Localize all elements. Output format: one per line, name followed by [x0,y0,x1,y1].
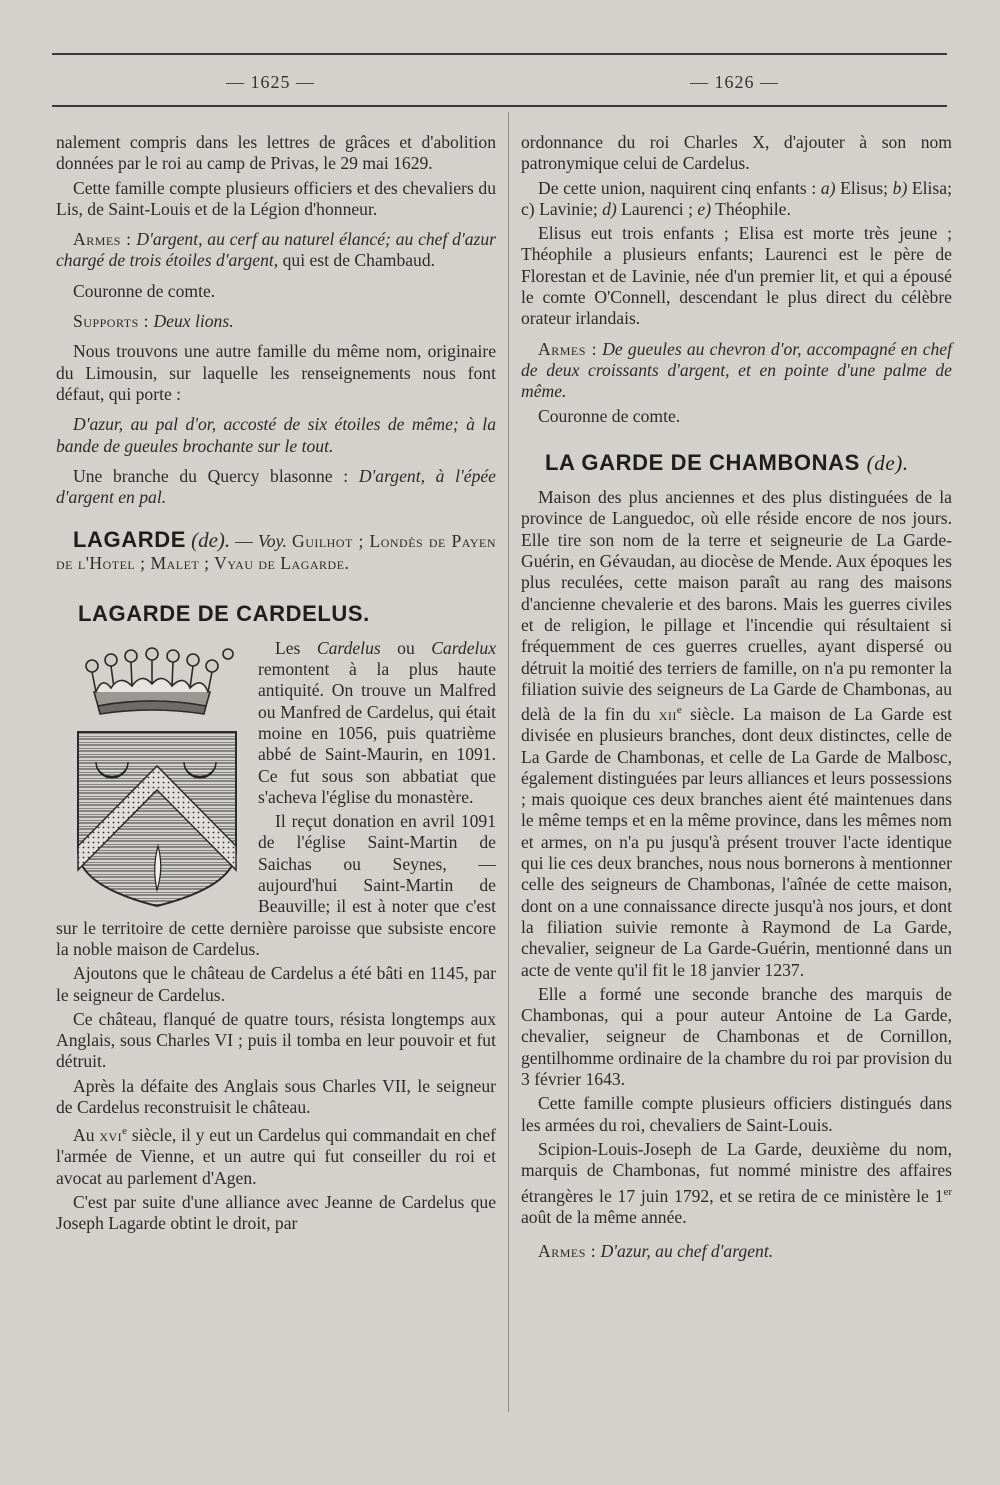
paragraph-descendance: Elisus eut trois enfants ; Elisa est morte très jeune ; Théophile a plusieurs enfants; Laurenci est le père de Florestan et de Lavinie, née d'un premier lit, et qui a épousé le comte O'Connell, descendant le plus direct du célèbre orateur irlandais. [521,223,952,329]
lagarde-dash: — [230,531,259,552]
enfant-a: Elisus; [840,177,889,198]
chambonas-paragraph-4 [521,1139,952,1228]
shield-icon [78,732,236,906]
armes-tail: qui est de Chambaud. [282,250,436,271]
enfant-b-marker: b) [892,177,908,198]
chambonas-heading: LA GARDE DE CHAMBONAS [545,449,860,475]
cardelus-paragraph-4: Ce château, flanqué de quatre tours, résista longtemps aux Anglais, sous Charles VI ; puis il tomba en leur pouvoir et fut détruit. [56,1008,496,1072]
cardelus-p1-body: remontent à la plus haute antiquité. On trouve un Malfred ou Manfred de Cardelus, qui était moine en 1056, puis quatrième abbé de Saint-Maurin, en 1091. Ce fut sous son abbatiat que s'acheva l'église du monastère. [258,659,496,807]
chambonas-p1-century: xii [658,703,677,724]
page-number-right: — 1626 — [690,72,779,92]
chambonas-paragraph-1 [521,487,952,981]
chambonas-paragraph-2: Elle a formé une seconde branche des marquis de Chambonas, qui a pour auteur Antoine de La Garde, chevalier, seigneur de Chambonas et de Cornillon, gentilhomme ordinaire de la chambre du roi par provision du 3 février 1643. [521,983,952,1090]
enfant-c: Lavinie; [539,198,598,219]
cardelus-paragraph-2: Il reçut donation en avril 1091 de l'église Saint-Martin de Saichas ou Seynes, — aujourd'hui Saint-Martin de Beauville; il est à noter que c'est sur le territoire de cette dernière paroisse que subsiste encore la noble maison de Cardelus. [56,811,496,959]
column-divider [508,112,509,1412]
crown-icon [86,648,233,714]
paragraph-enfants [521,178,952,221]
right-column [521,132,952,1265]
cardelus-p1-les: Les [275,637,301,658]
header-rule-top [52,53,947,55]
chambonas-de: (de). [866,450,909,475]
armes-cardelus [521,339,952,403]
couronne-left: Couronne de comte. [73,280,216,301]
cardelus-paragraph-7: C'est par suite d'une alliance avec Jeanne de Cardelus que Joseph Lagarde obtint le droit, par [56,1192,496,1234]
branche-quercy-blazon: D'argent, à l'épée d'argent en pal. [56,465,496,508]
armes-label: Armes : [73,229,132,250]
enfant-e-marker: e) [697,198,712,219]
cardelus-p6-body: siècle, il y eut un Cardelus qui commandait en chef l'armée de Vienne, et un autre qui fut conseiller du roi et avocat au parlement d'Agen. [56,1125,497,1188]
left-column [56,132,496,1238]
branche-quercy [56,466,496,509]
lagarde-heading: LAGARDE [73,527,186,553]
lagarde-references: Guilhot ; Londès de Payen de l'Hotel ; Malet ; Vyau de Lagarde. [56,531,496,574]
paragraph-abolition: nalement compris dans les lettres de grâces et d'abolition données par le roi au camp de Privas, le 29 mai 1629. [56,132,496,174]
chambonas-p1-a: Maison des plus anciennes et des plus distinguées de la province de Languedoc, où elle réside encore de nos jours. Elle tire son nom de la terre et seigneurie de La Garde-Guérin, en Gévaudan, au diocèse de Mende. Aux époques les plus reculées, cette maison paraît au rang des maisons d'ancienne chevalerie et des barons. Mais les guerres civiles et de religion, le pillage et l'incendie qui résultaient si fréquemment de ces guerres cruelles, ayant dispersé ou détruit la moitié des terriers de famille, on n'a pu remonter la filiation suivie des seigneurs de La Garde de Chambonas, au delà de la fin du [521,487,952,724]
cardelus-p6-sup: e [122,1125,128,1138]
enfant-a-marker: a) [820,177,836,198]
paragraph-officiers: Cette famille compte plusieurs officiers et des chevaliers du Lis, de Saint-Louis et de la Légion d'honneur. [56,177,496,219]
chambonas-paragraph-3: Cette famille compte plusieurs officiers distingués dans les armées du roi, chevaliers de Saint-Louis. [521,1093,952,1135]
enfant-e: Théophile. [715,198,791,219]
armes-label-chambonas: Armes : [538,1240,597,1261]
chambonas-p1-sup: e [676,704,682,717]
enfant-d-marker: d) [602,198,617,219]
chambonas-p4-a: Scipion-Louis-Joseph de La Garde, deuxième du nom, marquis de Chambonas, fut nommé ministre des affaires étrangères le 17 juin 1792, et se retira de ce ministère le [521,1138,952,1206]
chambonas-p4-b: août de la même année. [521,1206,687,1227]
armes-label-right: Armes : [538,338,597,359]
supports-text: Deux lions. [153,311,234,332]
lagarde-voy: Voy. [258,531,287,552]
armes-blazon: D'argent, au cerf au naturel élancé; au chef d'azur chargé de trois étoiles d'argent, [56,229,497,271]
armes-blazon-right: De gueules au chevron d'or, accompagné en chef de deux croissants d'argent, et en pointe d'une palme de même. [521,338,952,402]
chambonas-heading-line [521,449,952,475]
chambonas-p4-sup: er [943,1185,952,1198]
paragraph-limousin: Nous trouvons une autre famille du même nom, originaire du Limousin, sur laquelle les renseignements nous font défaut, qui porte : [56,341,496,404]
cardelus-p1-ou: ou [397,637,415,658]
cardelus-coat-of-arms [56,640,250,910]
chambonas-p4-num: 1 [934,1185,944,1206]
supports-label: Supports : [73,311,150,332]
armes-chambaud [56,229,496,272]
cardelus-heading: LAGARDE DE CARDELUS. [78,601,370,627]
cardelus-p1-name-alt: Cardelux [431,637,497,658]
enfant-d: Laurenci ; [621,198,693,219]
cardelus-p6-century: xvi [99,1125,123,1146]
header-rule-bottom [52,105,947,107]
couronne-right: Couronne de comte. [538,405,681,426]
enfant-b: Elisa; [911,177,952,198]
paragraph-ordonnance: ordonnance du roi Charles X, d'ajouter à son nom patronymique celui de Cardelus. [521,132,952,174]
armes-blazon-chambonas: D'azur, au chef d'argent. [600,1240,774,1261]
cardelus-paragraph-3: Ajoutons que le château de Cardelus a été bâti en 1145, par le seigneur de Cardelus. [56,963,496,1005]
cardelus-paragraph-5: Après la défaite des Anglais sous Charles VII, le seigneur de Cardelus reconstruisit le château. [56,1075,496,1117]
armes-chambonas [521,1241,952,1262]
enfant-c-marker: c) [521,198,535,219]
cardelus-p1-name: Cardelus [316,637,381,658]
enfants-intro: De cette union, naquirent cinq enfants : [538,177,817,198]
chambonas-p1-b: siècle. La maison de La Garde est divisée en plusieurs branches, dont deux distinctes, celle de La Garde de Chambonas, et celle de La Garde de Malbosc, également distinguées par leurs alliances et leurs possessions ; mais quoique ces deux branches aient été maintenues dans le même temps et en la même province, dans les mêmes nom et armes, on n'a pu jusqu'à présent trouver l'acte identique qui lie ces deux branches, nous nous bornerons à mentionner celle des seigneurs de Chambonas, l'aînée de cette maison, dont on a une connaissance directe jusqu'à nos jours, et dont la filiation suivie remonte à Raymond de La Garde, chevalier, seigneur de La Garde-Guérin, mentionné dans un acte de vente qu'il fit le 18 janvier 1237. [521,703,952,980]
page-number-left: — 1625 — [226,72,315,92]
cardelus-p6-au: Au [73,1125,95,1146]
coat-of-arms-icon [56,640,250,910]
lagarde-de: (de). [191,528,231,553]
cardelus-paragraph-6 [56,1121,496,1189]
lagarde-entry [56,529,496,574]
supports-line [56,311,496,332]
blazon-azur: D'azur, au pal d'or, accosté de six étoiles de même; à la bande de gueules brochante sur le tout. [56,414,496,456]
branche-quercy-intro: Une branche du Quercy blasonne : [73,465,349,486]
